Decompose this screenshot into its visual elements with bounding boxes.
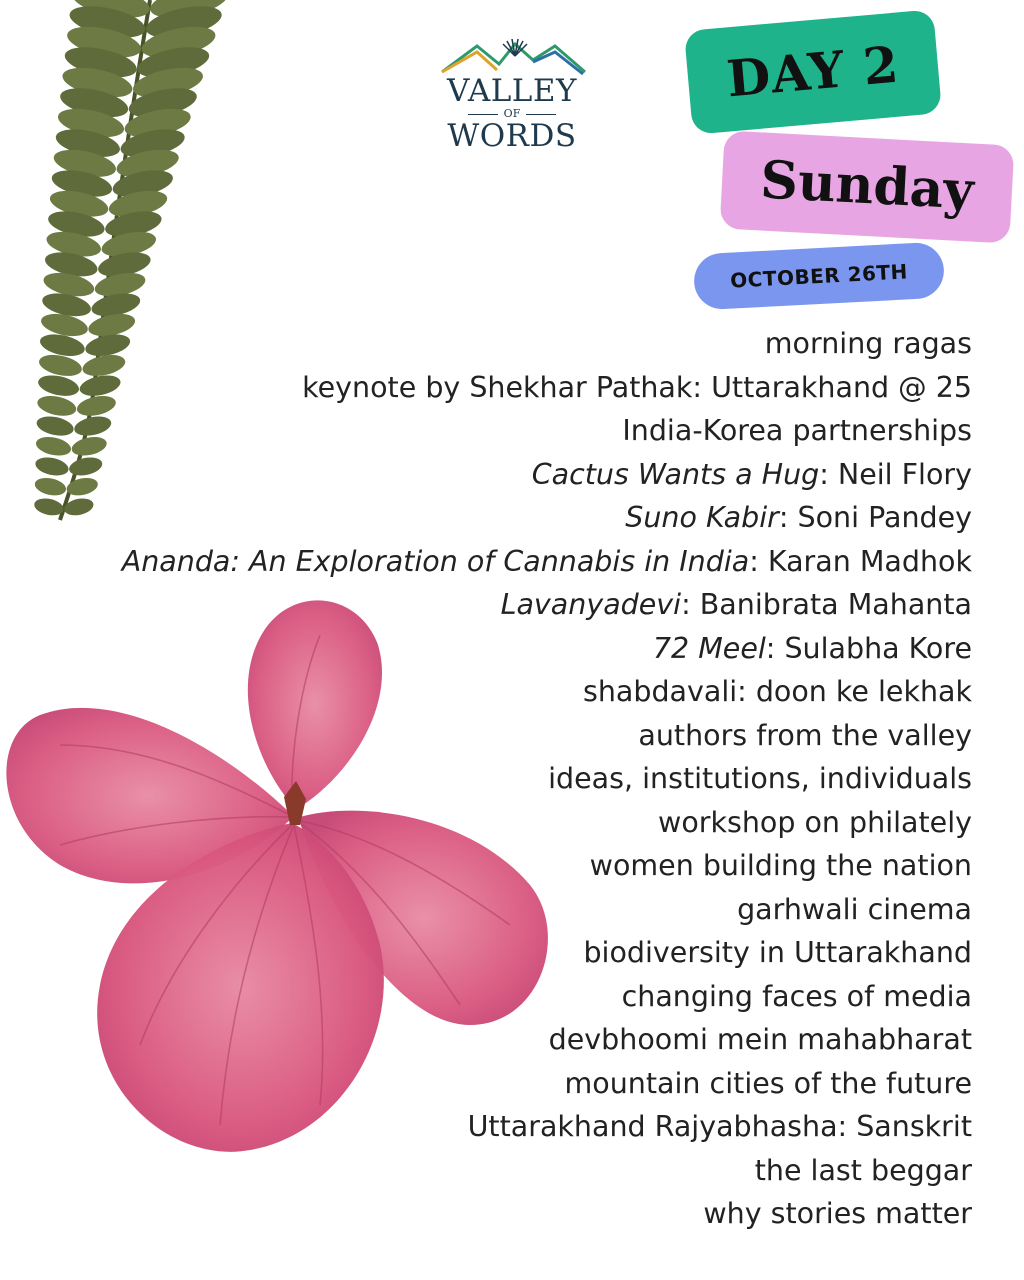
schedule-item-text: authors from the valley [638, 718, 972, 752]
schedule-item-text: ideas, institutions, individuals [548, 762, 972, 795]
schedule-item [42, 409, 972, 453]
schedule-item [42, 627, 972, 671]
schedule-item [42, 888, 972, 932]
date-tag: OCTOBER 26TH [693, 241, 946, 310]
schedule-item [42, 1192, 972, 1236]
schedule-item-text: shabdavali: doon ke lekhak [582, 675, 972, 708]
schedule-item [42, 757, 972, 801]
schedule-item-text: why stories matter [703, 1197, 972, 1230]
schedule-item [42, 540, 972, 584]
schedule-item-text: keynote by Shekhar Pathak: Uttarakhand @ 25 [302, 370, 972, 404]
schedule-item [42, 670, 972, 714]
schedule-item-text: Uttarakhand Rajyabhasha: Sanskrit [467, 1110, 972, 1143]
schedule-item [42, 453, 972, 497]
logo-text-words: WORDS [447, 118, 577, 154]
schedule-item-text: devbhoomi mein mahabharat [548, 1023, 972, 1056]
schedule-item [42, 1062, 972, 1106]
schedule-item-text: : Karan Madhok [749, 544, 972, 578]
day-tag: DAY 2 [684, 9, 942, 134]
schedule-item-text: the last beggar [754, 1153, 972, 1187]
schedule-item [42, 1149, 972, 1193]
schedule-item [42, 801, 972, 845]
schedule-item [42, 975, 972, 1019]
schedule-item-text: garhwali cinema [737, 892, 972, 926]
schedule-item [42, 844, 972, 888]
schedule-item-title: Cactus Wants a Hug [531, 457, 820, 491]
schedule-item-text: changing faces of media [621, 979, 972, 1013]
schedule-item-text: : Soni Pandey [778, 501, 972, 534]
schedule-item-text: mountain cities of the future [564, 1066, 972, 1100]
valley-of-words-logo [432, 36, 592, 176]
schedule-item [42, 1105, 972, 1149]
schedule-item-title: Suno Kabir [625, 501, 779, 534]
schedule-item-text: workshop on philately [658, 805, 972, 839]
weekday-tag: Sunday [720, 130, 1015, 243]
schedule-item-title: 72 Meel [652, 631, 766, 665]
schedule-item-title: Lavanyadevi [500, 588, 682, 621]
mountain-book-icon [437, 36, 587, 76]
schedule-item-title: Ananda: An Exploration of Cannabis in India [121, 544, 750, 578]
schedule-item-text: morning ragas [764, 327, 972, 360]
schedule-item-text: women building the nation [589, 849, 972, 882]
schedule-item-text: biodiversity in Uttarakhand [583, 936, 972, 969]
logo-text-valley: VALLEY [447, 73, 577, 109]
schedule-item-text: : Neil Flory [819, 457, 972, 491]
schedule-item-text: India-Korea partnerships [622, 414, 972, 447]
schedule-item-text: : Banibrata Mahanta [681, 588, 972, 621]
schedule-item [42, 496, 972, 540]
schedule-item-text: : Sulabha Kore [765, 631, 972, 665]
logo-text-of: OF [432, 108, 592, 120]
schedule-item [42, 583, 972, 627]
schedule-item [42, 931, 972, 975]
schedule-item [42, 366, 972, 410]
schedule-item [42, 714, 972, 758]
schedule-item [42, 322, 972, 366]
schedule-list [42, 322, 972, 1236]
schedule-item [42, 1018, 972, 1062]
